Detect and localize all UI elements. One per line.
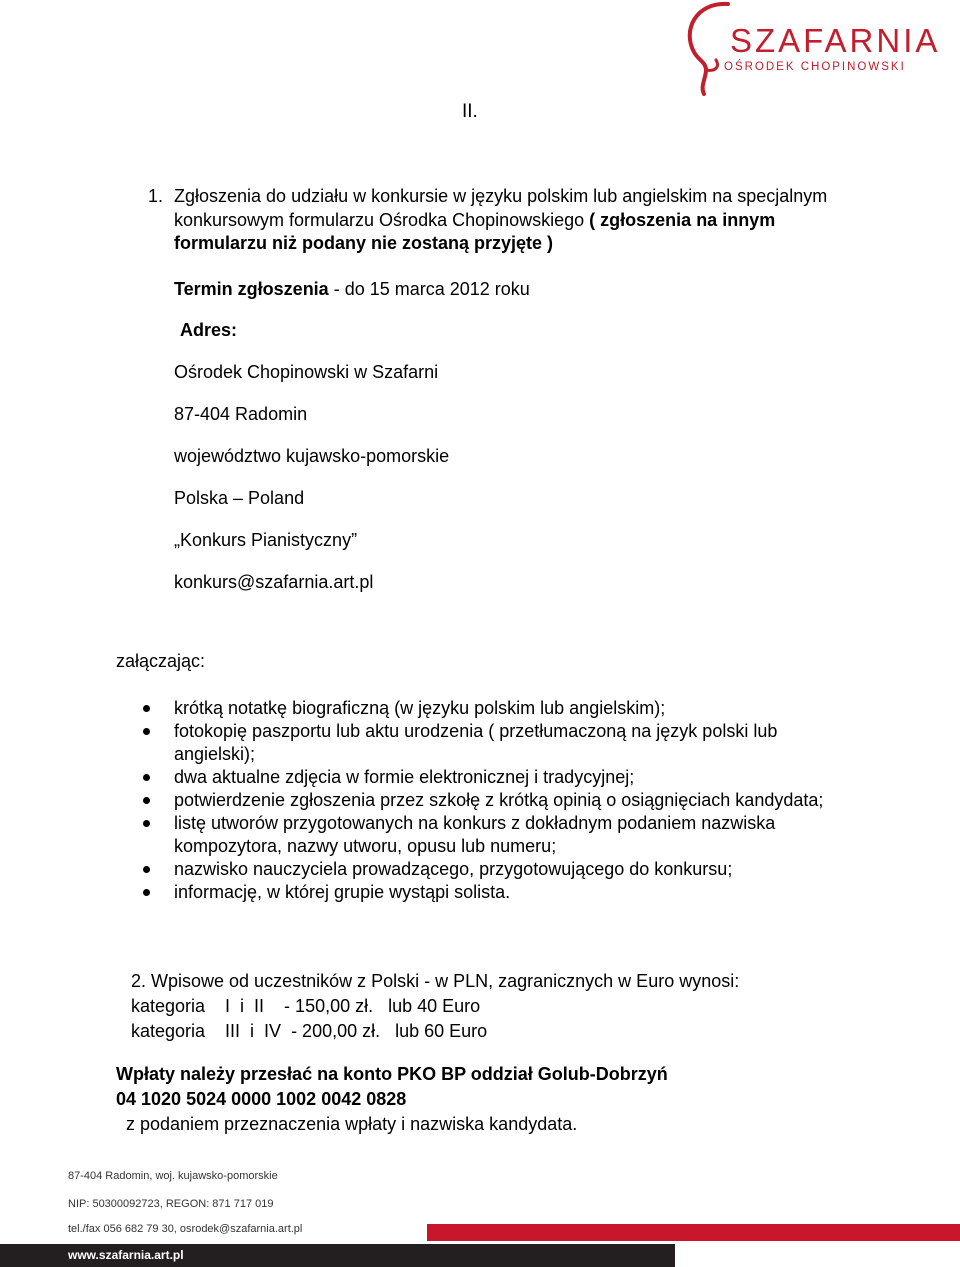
- address-email: konkurs@szafarnia.art.pl: [174, 572, 374, 592]
- list-item: nazwisko nauczyciela prowadzącego, przygotowującego do konkursu;: [140, 858, 840, 881]
- point-1-text-normal: Zgłoszenia do udziału w konkursie w języku polskim lub angielskim na specjalnym konkursowym formularzu Ośrodka Chopinowskiego: [174, 186, 828, 230]
- address-line-5: „Konkurs Pianistyczny”: [174, 530, 358, 550]
- point-1-text-bold: ( zgłoszenia na innym formularzu niż podany nie zostaną przyjęte ): [174, 209, 776, 253]
- payment-instruction: Wpłaty należy przesłać na konto PKO BP oddział Golub-Dobrzyń: [116, 1064, 668, 1084]
- address-line-3: województwo kujawsko-pomorskie: [174, 446, 450, 466]
- deadline-value: - do 15 marca 2012 roku: [328, 279, 530, 299]
- list-item: potwierdzenie zgłoszenia przez szkołę z krótką opinią o osiągnięciach kandydata;: [140, 789, 840, 812]
- fees-heading: 2. Wpisowe od uczestników z Polski - w PLN, zagranicznych w Euro wynosi:: [131, 971, 740, 991]
- bank-account-number: 04 1020 5024 0000 1002 0042 0828: [116, 1089, 407, 1109]
- address-line-2: 87-404 Radomin: [174, 404, 308, 424]
- point-1-number: 1.: [148, 186, 164, 206]
- attachments-intro: załączając:: [116, 651, 206, 671]
- payment-note: z podaniem przeznaczenia wpłaty i nazwiska kandydata.: [126, 1114, 578, 1134]
- footer-accent-bar: [427, 1224, 960, 1241]
- payment-section: [116, 1062, 668, 1137]
- list-item: krótką notatkę biograficzną (w języku polskim lub angielskim);: [140, 697, 840, 720]
- section-number: II.: [462, 101, 478, 122]
- point-1-text: [174, 185, 854, 256]
- footer-contact: tel./fax 056 682 79 30, osrodek@szafarnia.art.pl: [68, 1223, 303, 1235]
- deadline-label: Termin zgłoszenia: [174, 279, 329, 299]
- logo-title: SZAFARNIA: [730, 22, 941, 59]
- list-item: informację, w której grupie wystąpi solista.: [140, 881, 840, 904]
- list-item: listę utworów przygotowanych na konkurs z dokładnym podaniem nazwiska kompozytora, nazwy utworu, opusu lub numeru;: [140, 812, 840, 858]
- address-label: Adres:: [180, 320, 238, 340]
- deadline: [174, 279, 530, 300]
- fees-row-1: kategoria I i II - 150,00 zł. lub 40 Euro: [131, 996, 481, 1016]
- fees-section: [131, 969, 739, 1044]
- fees-row-2: kategoria III i IV - 200,00 zł. lub 60 Euro: [131, 1021, 488, 1041]
- attachments-list: [140, 697, 840, 904]
- logo-subtitle: OŚRODEK CHOPINOWSKI: [724, 61, 906, 73]
- list-item: dwa aktualne zdjęcia w formie elektronicznej i tradycyjnej;: [140, 766, 840, 789]
- list-item: fotokopię paszportu lub aktu urodzenia ( przetłumaczoną na język polski lub angielski);: [140, 720, 840, 766]
- footer-ids: NIP: 50300092723, REGON: 871 717 019: [68, 1198, 274, 1210]
- address-line-1: Ośrodek Chopinowski w Szafarni: [174, 362, 439, 382]
- footer-dark-bar: [0, 1244, 675, 1267]
- footer-website: www.szafarnia.art.pl: [68, 1248, 184, 1262]
- address-line-4: Polska – Poland: [174, 488, 305, 508]
- footer-address: 87-404 Radomin, woj. kujawsko-pomorskie: [68, 1170, 278, 1182]
